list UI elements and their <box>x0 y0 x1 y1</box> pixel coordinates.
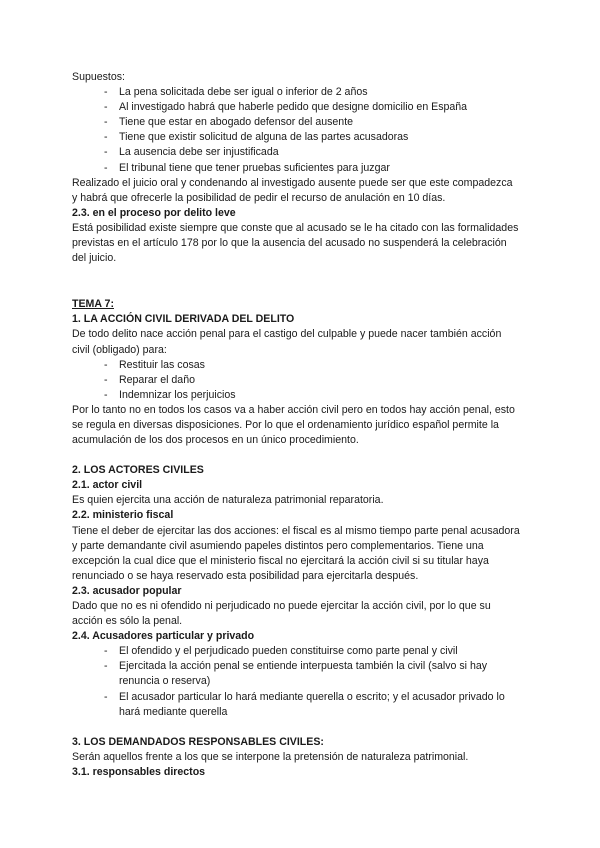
section-heading-3: 3. LOS DEMANDADOS RESPONSABLES CIVILES: <box>72 735 324 748</box>
list-item: - El tribunal tiene que tener pruebas suficientes para juzgar <box>104 161 520 176</box>
section-text-3: Serán aquellos frente a los que se interpone la pretensión de naturaleza patrimonial. <box>72 750 469 763</box>
supuestos-intro: Supuestos: <box>72 71 126 83</box>
section-heading-2-1: 2.1. actor civil <box>72 479 143 492</box>
list-item: - Al investigado habrá que haberle pedido que designe domicilio en España <box>104 100 520 115</box>
dash-bullet: - <box>104 690 108 703</box>
list-item: - Reparar el daño <box>104 373 520 388</box>
tema-title: TEMA 7: <box>72 298 114 311</box>
section-heading-2-4: 2.4. Acusadores particular y privado <box>72 630 255 643</box>
list-item: - La pena solicitada debe ser igual o inferior de 2 años <box>104 85 520 100</box>
section-text-2-3: Está posibilidad existe siempre que conste que al acusado se le ha citado con las formalidades previstas en el artículo 178 por lo que la ausencia del acusado no suspenderá la celebración del juicio. <box>72 221 519 265</box>
dash-bullet: - <box>104 645 108 658</box>
list-item: - Restituir las cosas <box>104 358 520 373</box>
supuestos-list <box>72 85 520 176</box>
dash-bullet: - <box>104 116 108 129</box>
section-heading-2-2: 2.2. ministerio fiscal <box>72 509 174 522</box>
dash-bullet: - <box>104 146 108 159</box>
list-item: - El ofendido y el perjudicado pueden constituirse como parte penal y civil <box>104 644 520 659</box>
dash-bullet: - <box>104 86 108 99</box>
section-text-2-2: Tiene el deber de ejercitar las dos acciones: el fiscal es al mismo tiempo parte penal acusadora y parte demandante civil asumiendo papeles distintos pero complementarios. Tiene una excepción la cual dice que el ministerio fiscal no ejercitará la acción civil si su titular haya renunciado o se haya reservado esta posibilidad para ejercitarla después. <box>72 524 520 582</box>
acusadores-list <box>72 644 520 719</box>
section-text-2-3b: Dado que no es ni ofendido ni perjudicado no puede ejercitar la acción civil, por lo que su acción es sólo la penal. <box>72 600 491 628</box>
juicio-paragraph: Realizado el juicio oral y condenando al investigado ausente puede ser que este compadezca y habrá que ofrecerle la posibilidad de pedir el recurso de anulación en 10 días. <box>72 176 513 204</box>
section-text-1b: Por lo tanto no en todos los casos va a haber acción civil pero en todos hay acción penal, esto se regula en diversas disposiciones. Por lo que el ordenamiento jurídico español permite la acumulación de los dos procesos en un único procedimiento. <box>72 403 515 447</box>
dash-bullet: - <box>104 101 108 114</box>
section-heading-2: 2. LOS ACTORES CIVILES <box>72 464 204 477</box>
dash-bullet: - <box>104 131 108 144</box>
dash-bullet: - <box>104 660 108 673</box>
dash-bullet: - <box>104 388 108 401</box>
dash-bullet: - <box>104 161 108 174</box>
list-item: - Tiene que existir solicitud de alguna de las partes acusadoras <box>104 130 520 145</box>
section-heading-2-3: 2.3. en el proceso por delito leve <box>72 206 236 219</box>
dash-bullet: - <box>104 373 108 386</box>
list-item: - Ejercitada la acción penal se entiende interpuesta también la civil (salvo si hay renuncia o reserva) <box>104 660 488 688</box>
section-heading-2-3b: 2.3. acusador popular <box>72 584 182 597</box>
list-item: - La ausencia debe ser injustificada <box>104 145 520 160</box>
list-item: - El acusador particular lo hará mediante querella o escrito; y el acusador privado lo hará mediante querella <box>104 690 505 718</box>
list-item: - Indemnizar los perjuicios <box>104 388 520 403</box>
accion-civil-list <box>72 358 520 403</box>
section-heading-1: 1. LA ACCIÓN CIVIL DERIVADA DEL DELITO <box>72 313 295 326</box>
list-item: - Tiene que estar en abogado defensor del ausente <box>104 115 520 130</box>
dash-bullet: - <box>104 358 108 371</box>
section-text-2-1: Es quien ejercita una acción de naturaleza patrimonial reparatoria. <box>72 494 384 507</box>
section-heading-3-1: 3.1. responsables directos <box>72 765 206 778</box>
section-text-1: De todo delito nace acción penal para el castigo del culpable y puede nacer también acción civil (obligado) para: <box>72 328 502 356</box>
